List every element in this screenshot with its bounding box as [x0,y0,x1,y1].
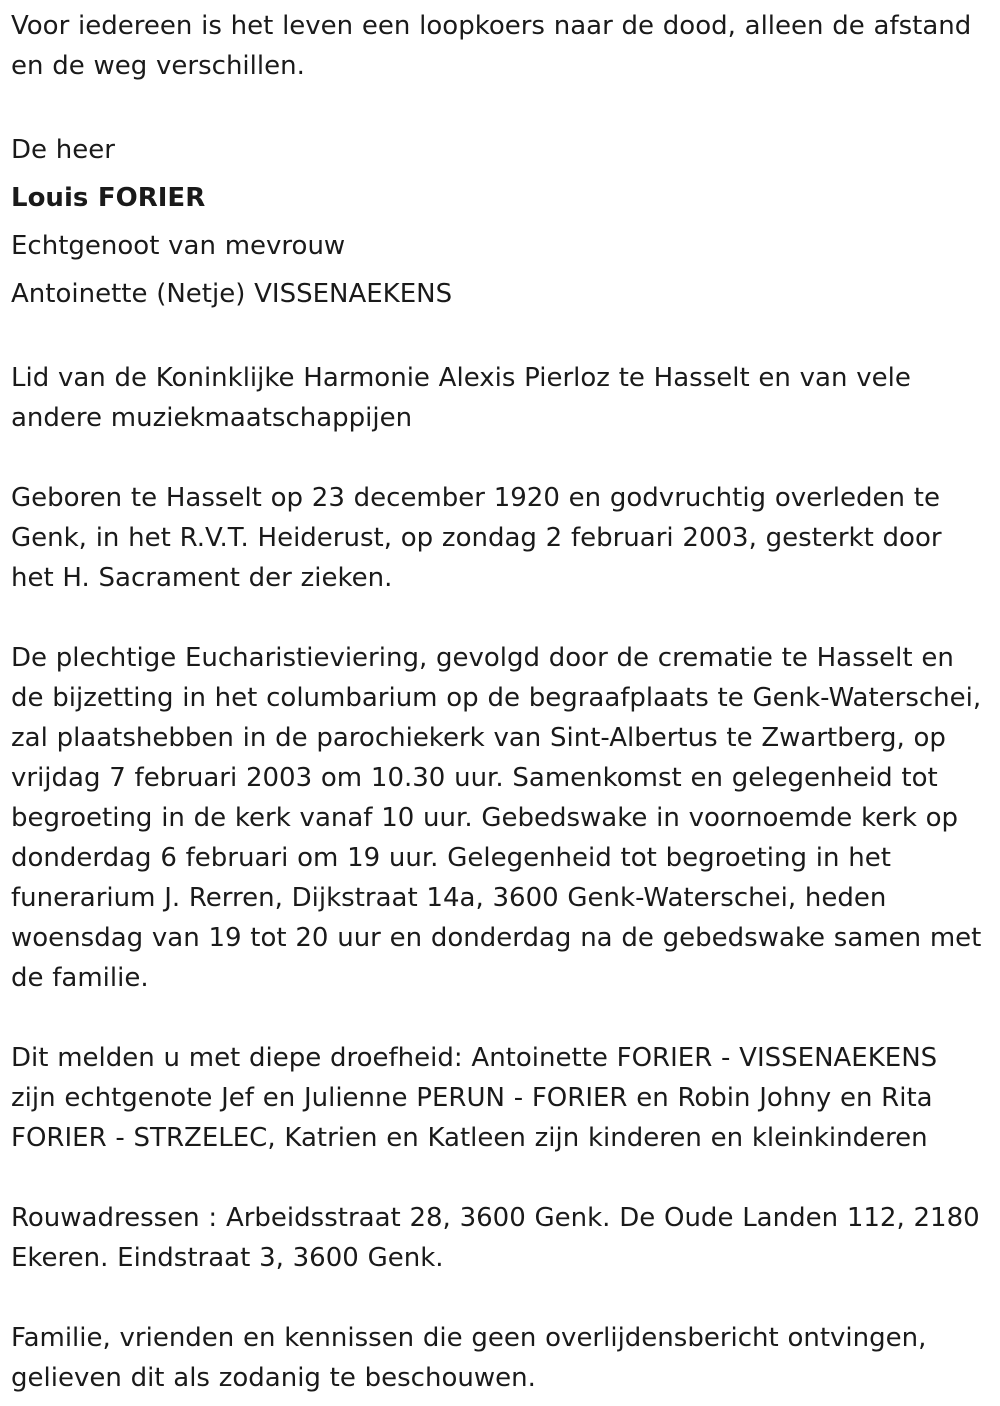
spacer [11,1278,990,1318]
deceased-title: De heer [11,135,115,165]
spacer [11,598,990,638]
motto-paragraph: Voor iedereen is het leven een loopkoers naar de dood, alleen de afstand en de weg verschillen. [11,11,972,81]
spacer [11,318,990,358]
addresses-paragraph: Rouwadressen : Arbeidsstraat 28, 3600 Genk. De Oude Landen 112, 2180 Ekeren. Eindstraat 3, 3600 Genk. [11,1203,980,1273]
spouse-name: Antoinette (Netje) VISSENAEKENS [11,279,453,309]
birth-death-paragraph: Geboren te Hasselt op 23 december 1920 en godvruchtig overleden te Genk, in het R.V.T. Heiderust, op zondag 2 februari 2003, gesterkt door het H. Sacrament der zieken. [11,483,942,593]
ceremony-paragraph: De plechtige Eucharistieviering, gevolgd door de crematie te Hasselt en de bijzetting in het columbarium op de begraafplaats te Genk-Waterschei, zal plaatshebben in de parochiekerk van Sint-Albertus te Zwartberg, op vrijdag 7 februari 2003 om 10.30 uur. Samenkomst en gelegenheid tot begroeting in de kerk vanaf 10 uur. Gebedswake in voornoemde kerk op donderdag 6 februari om 19 uur. Gelegenheid tot begroeting in het funerarium J. Rerren, Dijkstraat 14a, 3600 Genk-Waterschei, heden woensdag van 19 tot 20 uur en donderdag na de gebedswake samen met de familie. [11,643,982,993]
deceased-name: Louis FORIER [11,183,206,213]
membership-paragraph: Lid van de Koninklijke Harmonie Alexis Pierloz te Hasselt en van vele andere muziekmaatschappijen [11,363,911,433]
spouse-label: Echtgenoot van mevrouw [11,231,346,261]
announcers-paragraph: Dit melden u met diepe droefheid: Antoinette FORIER - VISSENAEKENS zijn echtgenote Jef en Julienne PERUN - FORIER en Robin Johny en Rita FORIER - STRZELEC, Katrien en Katleen zijn kinderen en kleinkinderen [11,1043,938,1153]
closing-paragraph: Familie, vrienden en kennissen die geen overlijdensbericht ontvingen, gelieven dit als zodanig te beschouwen. [11,1323,927,1393]
spacer [11,438,990,478]
spacer [11,998,990,1038]
spacer [11,86,990,126]
spacer [11,1158,990,1198]
